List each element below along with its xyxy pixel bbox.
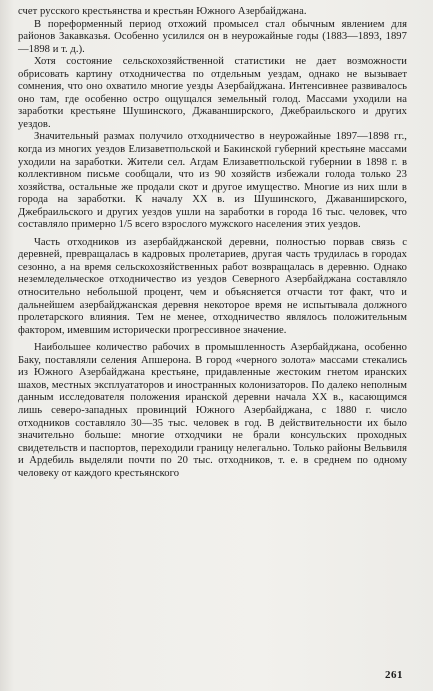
paragraph-proletarians: Часть отходников из азербайджанской деревни, полностью порвав связь с деревней, превращалась в кадровых пролетариев, другая часть трудилась в городах сезонно, а на время сельскохозяйственных работ возвращалась в деревню. Однако неземледельческое отходничество из уездов Северного Азербайджана составляло относительно небольшой процент, чем и объясняется отчасти тот факт, что и дальнейшем азербайджанская деревня некоторое время не испытывала должного пролетарского влияния. Тем не менее, отходничество являлось положительным фактором, имевшим исторически прогрессивное значение. (18, 236, 407, 336)
paragraph-1897-1898: Значительный размах получило отходничество в неурожайные 1897—1898 гг., когда из многих уездов Елизаветпольской и Бакинской губерний крестьяне массами уходили на заработки. Жители сел. Агдам Елизаветпольской губернии в 1898 г. в коллективном письме сообщали, что из 90 хозяйств избежали голода только 23 хозяйства, остальные же продали скот и другое имущество. Многие из них шли в города на заработки. К началу XX в. из Шушинского, Джаванширского, Джебраильского и других уездов ушли на заработки в города 16 тыс. человек, что составляло примерно 1/5 всего взрослого мужского населения этих уездов. (18, 131, 407, 231)
paragraph-continuation: счет русского крестьянства и крестьян Южного Азербайджана. (18, 6, 307, 17)
paragraph-otkhozhiy-promysel: В пореформенный период отхожий промысел стал обычным явлением для районов Закавказья. Особенно усилился он в неурожайные годы (1883—1893, 1897—1898 и т. д.). (18, 18, 407, 55)
page-number: 261 (385, 669, 403, 681)
paragraph-statistics: Хотя состояние сельскохозяйственной статистики не дает возможности обрисовать картину отходничества по отдельным уездам, однако не вызывает сомнения, что оно охватило многие уезды Азербайджана. Интенсивнее развивалось оно там, где особенно остро ощущался земельный голод. Массами уходили на заработки крестьяне Шушинского, Джаванширского, Джебраильского и других уездов. (18, 56, 407, 130)
paragraph-apsheron: Наибольшее количество рабочих в промышленность Азербайджана, особенно Баку, поставляли селения Апшерона. В город «черного золота» массами стекались из Южного Азербайджана крестьяне, придавленные жестоким гнетом иранских шахов, местных эксплуататоров и иностранных колонизаторов. По далеко неполным данным исследователя положения иранской деревни начала XX в., касающимся лишь северо-западных провинций Южного Азербайджана, с 1880 г. число отходников составляло 30—35 тыс. человек в год. В действительности их было значительно больше: многие отходчики не брали консульских проходных свидетельств и паспортов, переходили границу нелегально. Только районы Вельвиля и Ардебиль выделяли почти по 20 тыс. отходников, т. е. в среднем по одному человеку от каждого крестьянского (18, 342, 407, 479)
